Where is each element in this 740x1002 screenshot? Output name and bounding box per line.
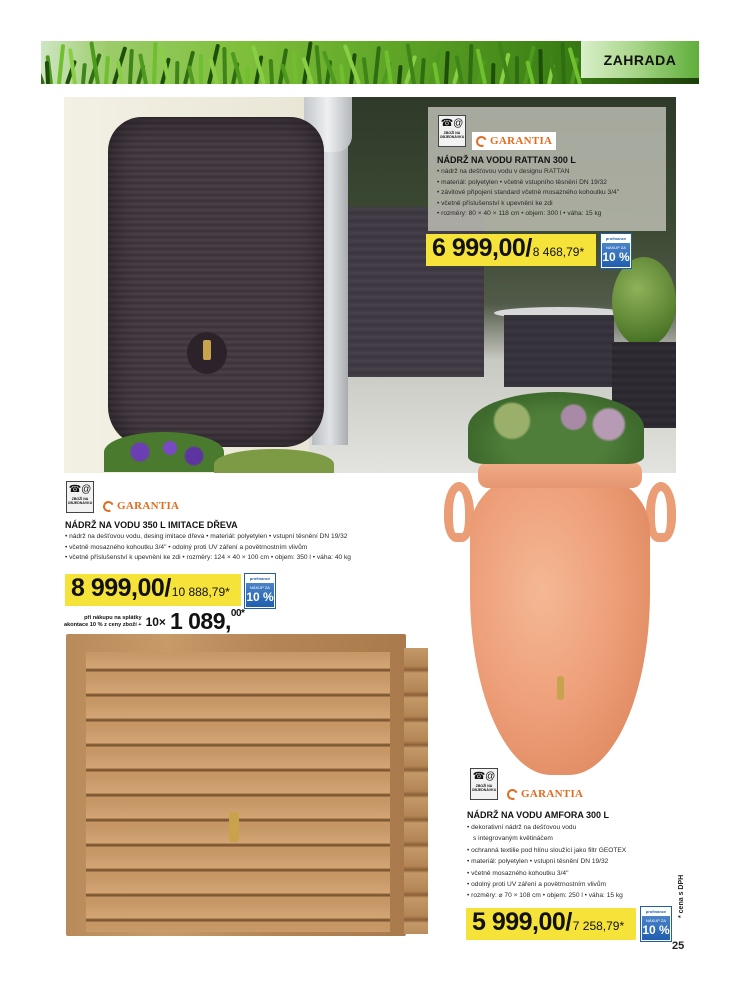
amphora-plants xyxy=(468,392,644,464)
finance-badge: profinance NÁKUP ZA 10 % xyxy=(601,234,631,268)
phone-at-icon: ☎@ xyxy=(472,771,496,782)
tap-icon xyxy=(229,812,239,842)
price-tag: 5 999,00/ 7 258,79* xyxy=(466,908,636,940)
product-title: NÁDRŽ NA VODU RATTAN 300 L xyxy=(437,155,576,165)
product-specs: • nádrž na dešťovou vodu v designu RATTAN • materiál: polyetylen • včetně vstupního těsnění DN 19/32 • závitové připojení standard včetně mosazného kohoutku 3/4" • včetně příslušenství k upevnění ke zdi • rozměry: 80 × 40 × 118 cm • objem: 300 l • váha: 15 kg xyxy=(437,168,620,218)
phone-at-icon: ☎@ xyxy=(440,118,464,129)
order-icon: ☎@ ZBOŽÍ NA OBJEDNÁVKU xyxy=(438,115,466,147)
amphora-tank-image xyxy=(470,470,650,775)
vat-note: * cena s DPH xyxy=(678,874,685,918)
garantia-icon xyxy=(474,134,488,148)
finance-badge: profinance NÁKUP ZA 10 % xyxy=(641,907,671,941)
garantia-logo: GARANTIA xyxy=(503,785,587,803)
product-title: NÁDRŽ NA VODU AMFORA 300 L xyxy=(467,810,610,820)
rattan-tank xyxy=(108,117,324,447)
rattan-chair xyxy=(344,207,484,377)
product-specs: • nádrž na dešťovou vodu, desing imitace dřeva • materiál: polyetylen • vstupní těsnění DN 19/32 • včetně mosazného kohoutku 3/4" • odolný proti UV záření a povětrnostním vlivům • včetně příslušenství k upevnění ke zdi • rozměry: 124 × 40 × 100 cm • objem: 350 l • váha: 40 kg xyxy=(65,533,351,562)
phone-at-icon: ☎@ xyxy=(68,484,92,495)
amphora-handle-right xyxy=(646,482,676,542)
amphora-neck xyxy=(478,462,642,488)
garantia-icon xyxy=(505,787,519,801)
garantia-logo: GARANTIA xyxy=(99,497,183,515)
page-number: 25 xyxy=(672,940,685,952)
price-tag: 6 999,00/ 8 468,79* xyxy=(426,234,596,266)
rattan-table xyxy=(504,315,614,387)
hedge xyxy=(214,449,334,473)
flowers xyxy=(104,432,224,472)
tap-icon xyxy=(187,332,227,374)
section-label: ZAHRADA xyxy=(581,41,699,78)
order-icon: ☎@ ZBOŽÍ NA OBJEDNÁVKU xyxy=(470,768,498,800)
wood-tank-image xyxy=(66,634,430,936)
installment-offer: při nákupu na splátky akontace 10 % z ceny zboží + 10× 1 089,$^{00*}$ xyxy=(64,608,245,634)
product-specs: • dekorativní nádrž na dešťovou vodu s integrovaným květináčem • ochranná textilie pod hlínu sloužící jako filtr GEOTEX • materiál: polyetylen • vstupní těsnění DN 19/32 • včetně mosazného kohoutku 3/4" • odolný proti UV záření a povětrnostním vlivům • rozměry: ⌀ 70 × 108 cm • objem: 250 l • váha: 15 kg xyxy=(467,824,627,900)
garantia-logo: GARANTIA xyxy=(472,132,556,150)
garantia-icon xyxy=(101,499,115,513)
price-tag: 8 999,00/ 10 888,79* xyxy=(65,574,241,606)
grass-banner xyxy=(41,41,699,84)
boxwood-plant xyxy=(612,257,676,347)
tap-icon xyxy=(557,676,564,700)
product-title: NÁDRŽ NA VODU 350 L IMITACE DŘEVA xyxy=(65,520,238,530)
order-icon: ☎@ ZBOŽÍ NA OBJEDNÁVKU xyxy=(66,481,94,513)
finance-badge: profinance NÁKUP ZA 10 % xyxy=(245,574,275,608)
